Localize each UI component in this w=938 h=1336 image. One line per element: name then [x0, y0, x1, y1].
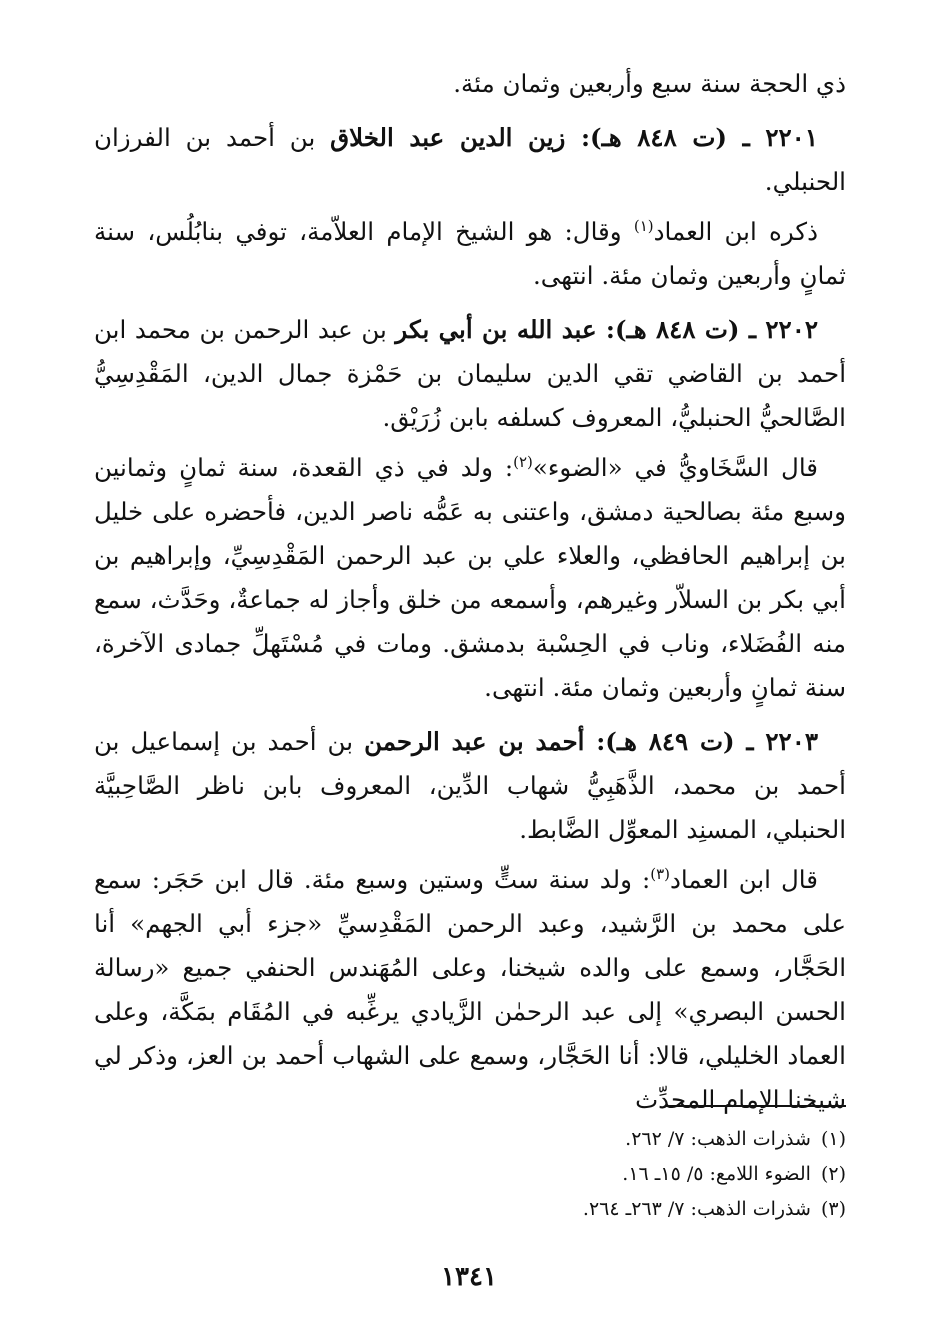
paragraph-2202-note	[94, 446, 846, 710]
paragraph-text: : ولد في ذي القعدة، سنة ثمانٍ وثمانين وسبع مئة بصالحية دمشق، واعتنى به عَمُّه ناصر الدين، فأحضره على خليل بن إبراهيم الحافظي، والعلاء علي بن عبد الرحمن المَقْدِسِيِّ، وإبراهيم بن أبي بكر بن السلاّر وغيرهم، وأسمعه من خلق وأجاز له جماعةٌ، وحَدَّث، سمع منه الفُضَلاء، وناب في الحِسْبة بدمشق. ومات في مُسْتَهلِّ جمادى الآخرة، سنة ثمانٍ وأربعين وثمان مئة. انتهى.	[94, 453, 846, 702]
entry-name: أحمد بن عبد الرحمن	[364, 727, 585, 756]
paragraph-text: ذكره ابن العماد	[653, 217, 818, 246]
entry-name: عبد الله بن أبي بكر	[395, 315, 597, 344]
footnote-divider	[666, 1105, 846, 1107]
entry-2201	[94, 116, 846, 204]
footnote-item	[286, 1122, 846, 1157]
footnote-text: شذرات الذهب: ٧/ ٢٦٢.	[625, 1128, 811, 1150]
paragraph-text: وقال: هو الشيخ الإمام العلاّمة، توفي بنابُلُس، سنة ثمانٍ وأربعين وثمان مئة. انتهى.	[94, 217, 846, 290]
entry-number: ٢٢٠٣ ـ	[734, 727, 819, 756]
entry-date: (ت ٨٤٨ هـ):	[565, 123, 727, 152]
footnotes	[286, 1122, 846, 1227]
footnote-text: الضوء اللامع: ٥/ ١٥ـ ١٦.	[622, 1163, 811, 1185]
paragraph-text: قال ابن العماد	[670, 865, 818, 894]
entry-text: بن عبد الرحمن بن محمد ابن أحمد بن القاضي تقي الدين سليمان بن حَمْزة جمال الدين، المَقْدِسِيُّ الصَّالحيُّ الحنبليُّ، المعروف كسلفه بابن زُرَيْق.	[94, 315, 846, 432]
entry-name: زين الدين عبد الخلاق	[330, 123, 566, 152]
paragraph-text: ذي الحجة سنة سبع وأربعين وثمان مئة.	[453, 69, 846, 98]
footnote-ref: (١)	[633, 216, 654, 235]
paragraph-text: : ولد سنة ستٍّ وستين وسبع مئة. قال ابن حَجَر: سمع على محمد بن الرَّشيد، وعبد الرحمن المَقْدِسيِّ «جزء أبي الجهم» أنا الحَجَّار، وسمع على والده شيخنا، وعلى المُهَندس الحنفي جميع «رسالة الحسن البصري» إلى عبد الرحمٰن الزَّيادي يرغِّبه في المُقَام بمَكَّة، وعلى العماد الخليلي، قالا: أنا الحَجَّار، وسمع على الشهاب أحمد بن العز، وذكر لي شيخنا الإمام المحدِّث	[94, 865, 846, 1114]
footnote-item	[286, 1157, 846, 1192]
main-text	[94, 62, 846, 1122]
entry-2203	[94, 720, 846, 852]
footnote-ref: (٢)	[513, 452, 533, 471]
entry-number: ٢٢٠١ ـ	[727, 123, 818, 152]
paragraph-2203-note	[94, 858, 846, 1122]
footnote-mark: (٣)	[820, 1198, 846, 1220]
page-number: ١٣٤١	[441, 1262, 497, 1292]
entry-date: (ت ٨٤٨ هـ):	[596, 315, 740, 344]
entry-text: بن أحمد بن الفرزان الحنبلي.	[94, 123, 846, 196]
footnote-item	[286, 1192, 846, 1227]
footnote-mark: (١)	[820, 1128, 846, 1150]
paragraph-continuation	[94, 62, 846, 106]
entry-2202	[94, 308, 846, 440]
entry-date: (ت ٨٤٩ هـ):	[584, 727, 735, 756]
entry-text: بن أحمد بن إسماعيل بن أحمد بن محمد، الذَّهَبِيُّ شهاب الدِّين، المعروف بابن ناظر الصَّاحِبيَّة الحنبلي، المسنِد المعوِّل الضَّابط.	[94, 727, 846, 844]
entry-number: ٢٢٠٢ ـ	[739, 315, 819, 344]
footnote-text: شذرات الذهب: ٧/ ٢٦٣ـ ٢٦٤.	[582, 1198, 811, 1220]
footnote-mark: (٢)	[820, 1163, 846, 1185]
paragraph-text: قال السَّخَاويُّ في «الضوء»	[532, 453, 819, 482]
paragraph-2201-note	[94, 210, 846, 298]
footnote-ref: (٣)	[650, 864, 671, 883]
